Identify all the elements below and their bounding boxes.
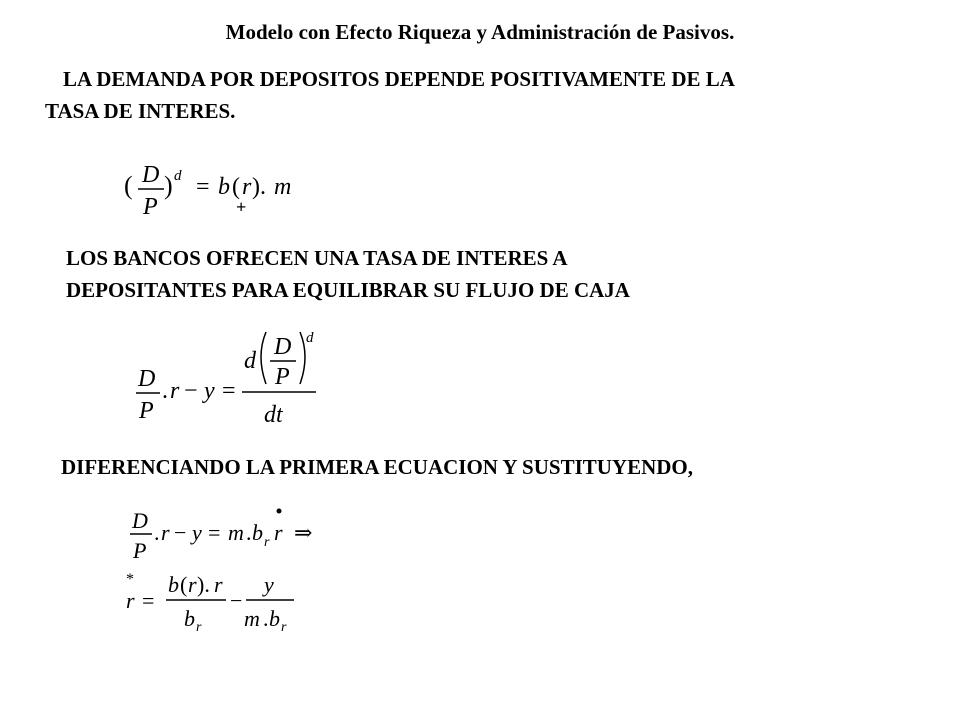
svg-text:D: D (132, 508, 148, 533)
svg-text:dt: dt (264, 402, 283, 428)
svg-text:r: r (242, 174, 252, 200)
paragraph-differentiating: DIFERENCIANDO LA PRIMERA ECUACION Y SUSTITUYENDO, (61, 455, 694, 479)
slide-title: Modelo con Efecto Riqueza y Administración de Pasivos. (225, 20, 735, 44)
paragraph-demand-line2: TASA DE INTERES. (45, 99, 236, 123)
svg-text:P: P (133, 538, 147, 563)
svg-text:).: ). (252, 174, 266, 200)
svg-text:d: d (306, 330, 314, 346)
svg-text:−: − (184, 378, 198, 404)
svg-text:.: . (154, 520, 160, 545)
svg-text:=: = (222, 378, 236, 404)
equation-cash-flow (128, 326, 328, 436)
svg-text:): ) (164, 171, 173, 200)
svg-text:P: P (143, 194, 158, 220)
svg-text:r: r (126, 588, 135, 613)
svg-text:).: ). (197, 572, 210, 597)
svg-text:(: ( (232, 174, 240, 200)
svg-text:d: d (174, 168, 182, 184)
svg-text:P: P (139, 398, 154, 424)
svg-text:(: ( (124, 171, 133, 200)
equation-rate-dynamics (118, 566, 318, 634)
svg-text:=: = (196, 174, 210, 200)
svg-text:r: r (281, 620, 287, 635)
svg-text:(: ( (180, 572, 188, 597)
svg-text:r: r (264, 535, 270, 550)
svg-text:b: b (218, 174, 230, 200)
svg-text:b: b (184, 606, 195, 631)
svg-text:D: D (138, 366, 156, 392)
svg-text:*: * (126, 571, 134, 588)
svg-text:r: r (170, 378, 180, 404)
svg-text:+: + (236, 197, 247, 217)
svg-text:.: . (246, 520, 252, 545)
svg-text:D: D (142, 162, 160, 188)
svg-text:−: − (230, 588, 243, 613)
paragraph-demand-line1: LA DEMANDA POR DEPOSITOS DEPENDE POSITIVAMENTE DE LA (63, 67, 735, 91)
svg-text:=: = (142, 588, 155, 613)
svg-text:m: m (244, 606, 260, 631)
equation-substitution (118, 500, 328, 562)
svg-text:D: D (274, 334, 292, 360)
svg-text:r: r (214, 572, 223, 597)
svg-text:r: r (274, 520, 283, 545)
paragraph-banks-line1: LOS BANCOS OFRECEN UNA TASA DE INTERES A (66, 246, 568, 270)
svg-text:y: y (204, 378, 215, 404)
svg-text:d: d (244, 348, 256, 374)
svg-text:b: b (168, 572, 179, 597)
svg-text:−: − (174, 520, 187, 545)
svg-text:⇒: ⇒ (294, 520, 313, 545)
svg-text:r: r (161, 520, 170, 545)
svg-text:.: . (162, 378, 168, 404)
svg-text:.: . (263, 606, 269, 631)
svg-text:y: y (192, 520, 202, 545)
svg-text:=: = (208, 520, 221, 545)
svg-text:r: r (196, 620, 202, 635)
svg-text:b: b (252, 520, 263, 545)
svg-text:m: m (274, 174, 292, 200)
svg-text:P: P (275, 364, 290, 390)
paragraph-banks-line2: DEPOSITANTES PARA EQUILIBRAR SU FLUJO DE CAJA (66, 278, 630, 302)
svg-text:b: b (269, 606, 280, 631)
svg-text:m: m (228, 520, 244, 545)
svg-text:y: y (264, 572, 274, 597)
svg-text:r: r (188, 572, 197, 597)
equation-deposit-demand (118, 150, 308, 218)
